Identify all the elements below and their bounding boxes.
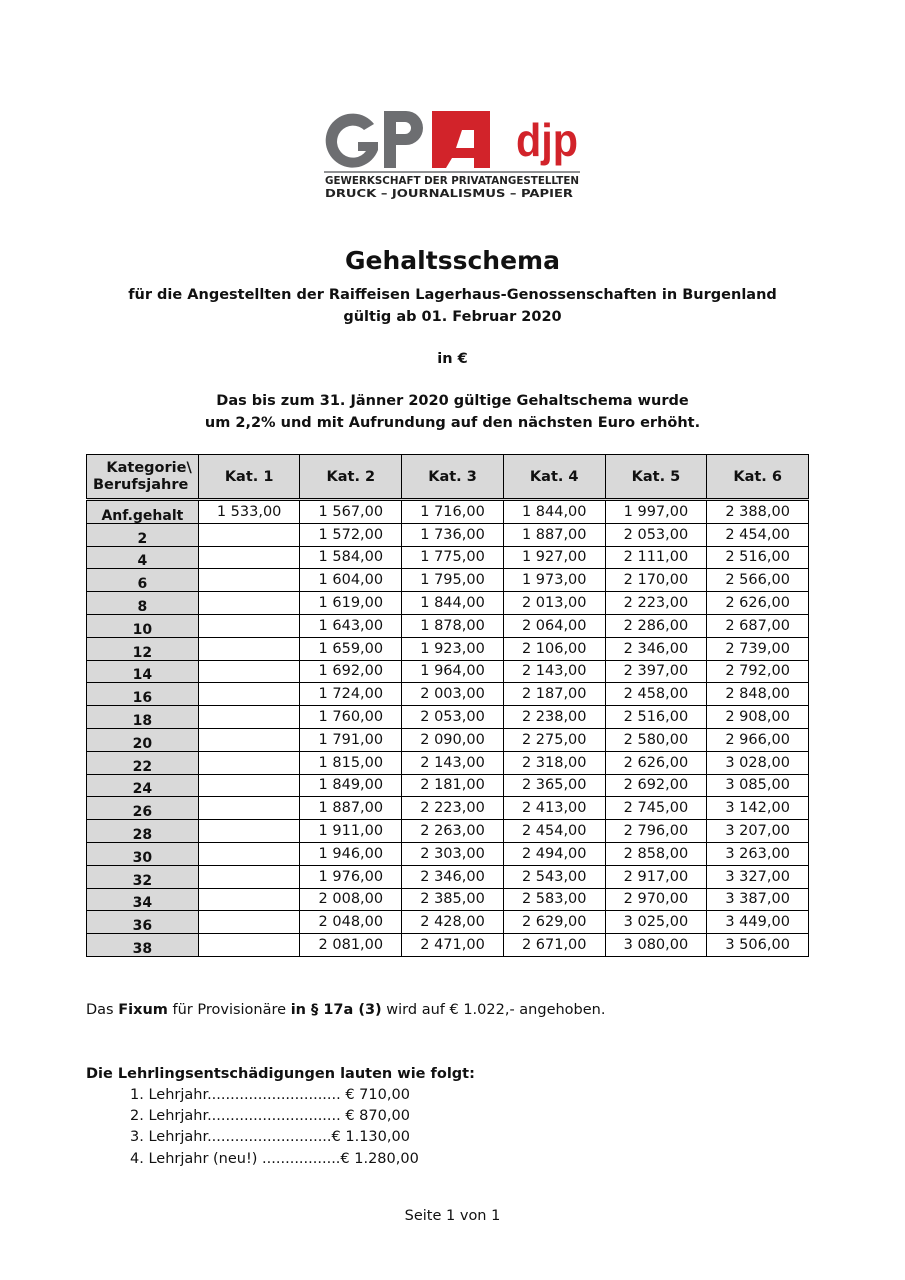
salary-cell: 1 724,00 bbox=[300, 683, 402, 706]
table-row bbox=[87, 728, 809, 751]
salary-cell: 2 318,00 bbox=[503, 751, 605, 774]
salary-cell: 2 626,00 bbox=[707, 592, 809, 615]
salary-cell bbox=[198, 569, 300, 592]
salary-cell: 2 008,00 bbox=[300, 888, 402, 911]
salary-cell: 2 187,00 bbox=[503, 683, 605, 706]
table-row bbox=[87, 637, 809, 660]
salary-cell: 2 966,00 bbox=[707, 728, 809, 751]
salary-cell: 1 567,00 bbox=[300, 500, 402, 524]
row-header: 36 bbox=[87, 911, 199, 934]
row-header: 8 bbox=[87, 592, 199, 615]
table-row bbox=[87, 592, 809, 615]
row-header: 14 bbox=[87, 660, 199, 683]
salary-cell bbox=[198, 797, 300, 820]
salary-cell: 1 887,00 bbox=[503, 523, 605, 546]
salary-cell: 2 106,00 bbox=[503, 637, 605, 660]
salary-cell: 1 584,00 bbox=[300, 546, 402, 569]
row-header: 10 bbox=[87, 614, 199, 637]
salary-cell: 2 413,00 bbox=[503, 797, 605, 820]
salary-cell: 1 659,00 bbox=[300, 637, 402, 660]
salary-cell: 1 923,00 bbox=[402, 637, 504, 660]
salary-cell: 2 858,00 bbox=[605, 842, 707, 865]
table-row bbox=[87, 569, 809, 592]
increase-note-line-1: Das bis zum 31. Jänner 2020 gültige Gehaltschema wurde bbox=[216, 393, 689, 409]
salary-cell bbox=[198, 546, 300, 569]
salary-cell: 2 275,00 bbox=[503, 728, 605, 751]
salary-cell: 2 580,00 bbox=[605, 728, 707, 751]
table-row bbox=[87, 934, 809, 957]
salary-cell bbox=[198, 683, 300, 706]
salary-cell: 2 346,00 bbox=[402, 865, 504, 888]
salary-cell: 2 238,00 bbox=[503, 706, 605, 729]
row-header: 30 bbox=[87, 842, 199, 865]
table-row bbox=[87, 683, 809, 706]
salary-cell: 3 207,00 bbox=[707, 820, 809, 843]
salary-cell bbox=[198, 820, 300, 843]
salary-cell: 3 142,00 bbox=[707, 797, 809, 820]
apprentice-item: 4. Lehrjahr (neu!) .................€ 1.280,00 bbox=[130, 1151, 419, 1167]
salary-cell: 2 626,00 bbox=[605, 751, 707, 774]
salary-cell: 1 815,00 bbox=[300, 751, 402, 774]
subtitle-employer: für die Angestellten der Raiffeisen Lagerhaus-Genossenschaften in Burgenland bbox=[128, 287, 777, 303]
apprentice-heading: Die Lehrlingsentschädigungen lauten wie folgt: bbox=[86, 1066, 475, 1082]
salary-cell bbox=[198, 706, 300, 729]
salary-cell bbox=[198, 774, 300, 797]
table-row bbox=[87, 911, 809, 934]
salary-cell: 2 671,00 bbox=[503, 934, 605, 957]
apprentice-item: 2. Lehrjahr............................. € 870,00 bbox=[130, 1108, 410, 1124]
salary-cell: 2 454,00 bbox=[707, 523, 809, 546]
row-header: 26 bbox=[87, 797, 199, 820]
salary-cell bbox=[198, 728, 300, 751]
salary-cell bbox=[198, 911, 300, 934]
table-row bbox=[87, 751, 809, 774]
apprentice-item: 3. Lehrjahr...........................€ 1.130,00 bbox=[130, 1129, 410, 1145]
salary-cell: 3 080,00 bbox=[605, 934, 707, 957]
salary-cell: 3 263,00 bbox=[707, 842, 809, 865]
table-row bbox=[87, 660, 809, 683]
salary-cell: 2 796,00 bbox=[605, 820, 707, 843]
salary-cell: 1 976,00 bbox=[300, 865, 402, 888]
salary-cell: 1 572,00 bbox=[300, 523, 402, 546]
salary-cell: 1 887,00 bbox=[300, 797, 402, 820]
salary-cell: 2 053,00 bbox=[605, 523, 707, 546]
table-row bbox=[87, 797, 809, 820]
salary-cell: 2 908,00 bbox=[707, 706, 809, 729]
salary-cell bbox=[198, 751, 300, 774]
salary-cell: 2 081,00 bbox=[300, 934, 402, 957]
table-row bbox=[87, 888, 809, 911]
table-row bbox=[87, 500, 809, 524]
salary-cell: 2 303,00 bbox=[402, 842, 504, 865]
salary-cell: 2 428,00 bbox=[402, 911, 504, 934]
salary-cell: 3 085,00 bbox=[707, 774, 809, 797]
salary-cell bbox=[198, 888, 300, 911]
gpa-djp-logo bbox=[322, 108, 584, 200]
salary-cell: 1 911,00 bbox=[300, 820, 402, 843]
salary-cell: 2 263,00 bbox=[402, 820, 504, 843]
column-header: Kat. 5 bbox=[605, 455, 707, 500]
salary-cell: 1 844,00 bbox=[402, 592, 504, 615]
salary-cell: 2 848,00 bbox=[707, 683, 809, 706]
salary-cell: 3 025,00 bbox=[605, 911, 707, 934]
corner-header bbox=[87, 455, 199, 500]
subtitle-valid-from: gültig ab 01. Februar 2020 bbox=[343, 309, 562, 325]
salary-cell: 1 619,00 bbox=[300, 592, 402, 615]
salary-cell: 2 286,00 bbox=[605, 614, 707, 637]
salary-cell: 2 792,00 bbox=[707, 660, 809, 683]
row-header: 16 bbox=[87, 683, 199, 706]
salary-cell: 2 454,00 bbox=[503, 820, 605, 843]
salary-cell: 2 458,00 bbox=[605, 683, 707, 706]
row-header: 38 bbox=[87, 934, 199, 957]
salary-cell: 2 143,00 bbox=[503, 660, 605, 683]
salary-cell: 1 716,00 bbox=[402, 500, 504, 524]
column-header: Kat. 6 bbox=[707, 455, 809, 500]
row-header: 4 bbox=[87, 546, 199, 569]
salary-cell: 2 629,00 bbox=[503, 911, 605, 934]
salary-cell: 2 111,00 bbox=[605, 546, 707, 569]
salary-cell bbox=[198, 842, 300, 865]
salary-cell: 2 471,00 bbox=[402, 934, 504, 957]
table-row bbox=[87, 865, 809, 888]
column-header: Kat. 2 bbox=[300, 455, 402, 500]
table-row bbox=[87, 774, 809, 797]
logo-graphic bbox=[322, 108, 584, 200]
apprentice-item: 1. Lehrjahr............................. € 710,00 bbox=[130, 1087, 410, 1103]
table-row bbox=[87, 523, 809, 546]
salary-cell: 2 739,00 bbox=[707, 637, 809, 660]
increase-note-line-2: um 2,2% und mit Aufrundung auf den nächsten Euro erhöht. bbox=[204, 415, 701, 431]
row-header: 24 bbox=[87, 774, 199, 797]
salary-cell bbox=[198, 865, 300, 888]
salary-cell: 2 365,00 bbox=[503, 774, 605, 797]
salary-cell: 2 064,00 bbox=[503, 614, 605, 637]
salary-cell: 1 997,00 bbox=[605, 500, 707, 524]
svg-text:DRUCK – JOURNALISMUS – PAPIER: DRUCK – JOURNALISMUS – PAPIER bbox=[325, 188, 573, 200]
salary-cell: 2 970,00 bbox=[605, 888, 707, 911]
row-header: 12 bbox=[87, 637, 199, 660]
salary-cell: 3 506,00 bbox=[707, 934, 809, 957]
row-header: Anf.gehalt bbox=[87, 500, 199, 524]
salary-cell: 1 964,00 bbox=[402, 660, 504, 683]
salary-cell: 1 533,00 bbox=[198, 500, 300, 524]
salary-cell: 2 170,00 bbox=[605, 569, 707, 592]
page-footer: Seite 1 von 1 bbox=[404, 1208, 501, 1224]
salary-cell bbox=[198, 934, 300, 957]
salary-cell: 2 917,00 bbox=[605, 865, 707, 888]
salary-cell bbox=[198, 660, 300, 683]
fixum-note: Das Fixum für Provisionäre in § 17a (3) wird auf € 1.022,- angehoben. bbox=[86, 1002, 606, 1018]
corner-header-category: Kategorie\ bbox=[106, 459, 192, 476]
row-header: 22 bbox=[87, 751, 199, 774]
salary-cell: 2 013,00 bbox=[503, 592, 605, 615]
salary-cell: 2 543,00 bbox=[503, 865, 605, 888]
row-header: 28 bbox=[87, 820, 199, 843]
row-header: 34 bbox=[87, 888, 199, 911]
salary-cell: 1 736,00 bbox=[402, 523, 504, 546]
salary-cell: 1 844,00 bbox=[503, 500, 605, 524]
salary-cell: 2 687,00 bbox=[707, 614, 809, 637]
row-header: 32 bbox=[87, 865, 199, 888]
salary-cell: 2 516,00 bbox=[707, 546, 809, 569]
salary-cell: 2 048,00 bbox=[300, 911, 402, 934]
table-row bbox=[87, 842, 809, 865]
page-title: Gehaltsschema bbox=[345, 246, 560, 275]
table-row bbox=[87, 706, 809, 729]
row-header: 6 bbox=[87, 569, 199, 592]
salary-cell: 2 388,00 bbox=[707, 500, 809, 524]
salary-cell: 3 449,00 bbox=[707, 911, 809, 934]
row-header: 20 bbox=[87, 728, 199, 751]
salary-cell: 3 028,00 bbox=[707, 751, 809, 774]
svg-text:GEWERKSCHAFT DER PRIVATANGESTE: GEWERKSCHAFT DER PRIVATANGESTELLTEN bbox=[325, 175, 579, 187]
salary-cell: 2 692,00 bbox=[605, 774, 707, 797]
row-header: 18 bbox=[87, 706, 199, 729]
salary-cell: 1 878,00 bbox=[402, 614, 504, 637]
salary-cell: 1 791,00 bbox=[300, 728, 402, 751]
row-header: 2 bbox=[87, 523, 199, 546]
column-header: Kat. 4 bbox=[503, 455, 605, 500]
table-row bbox=[87, 820, 809, 843]
salary-cell: 1 849,00 bbox=[300, 774, 402, 797]
salary-cell: 1 760,00 bbox=[300, 706, 402, 729]
salary-cell: 2 566,00 bbox=[707, 569, 809, 592]
salary-cell: 2 090,00 bbox=[402, 728, 504, 751]
salary-cell: 2 583,00 bbox=[503, 888, 605, 911]
salary-cell: 1 946,00 bbox=[300, 842, 402, 865]
column-header: Kat. 3 bbox=[402, 455, 504, 500]
salary-cell: 2 053,00 bbox=[402, 706, 504, 729]
salary-cell: 1 973,00 bbox=[503, 569, 605, 592]
salary-cell bbox=[198, 523, 300, 546]
salary-cell bbox=[198, 637, 300, 660]
salary-cell: 1 604,00 bbox=[300, 569, 402, 592]
salary-cell: 1 927,00 bbox=[503, 546, 605, 569]
salary-cell: 2 397,00 bbox=[605, 660, 707, 683]
salary-cell: 2 003,00 bbox=[402, 683, 504, 706]
salary-cell: 2 143,00 bbox=[402, 751, 504, 774]
salary-cell: 2 223,00 bbox=[402, 797, 504, 820]
table-row bbox=[87, 546, 809, 569]
svg-text:djp: djp bbox=[516, 114, 578, 166]
salary-cell: 2 745,00 bbox=[605, 797, 707, 820]
table-row bbox=[87, 614, 809, 637]
salary-cell: 1 775,00 bbox=[402, 546, 504, 569]
salary-cell: 2 181,00 bbox=[402, 774, 504, 797]
salary-cell: 1 795,00 bbox=[402, 569, 504, 592]
salary-cell: 2 346,00 bbox=[605, 637, 707, 660]
salary-cell: 1 643,00 bbox=[300, 614, 402, 637]
salary-cell: 2 516,00 bbox=[605, 706, 707, 729]
salary-cell: 2 385,00 bbox=[402, 888, 504, 911]
salary-cell bbox=[198, 614, 300, 637]
salary-cell: 3 387,00 bbox=[707, 888, 809, 911]
salary-cell bbox=[198, 592, 300, 615]
corner-header-years: Berufsjahre bbox=[93, 476, 189, 493]
currency-note: in € bbox=[437, 351, 468, 367]
salary-cell: 2 223,00 bbox=[605, 592, 707, 615]
table-header-row bbox=[87, 455, 809, 500]
salary-cell: 1 692,00 bbox=[300, 660, 402, 683]
salary-table bbox=[86, 454, 809, 957]
column-header: Kat. 1 bbox=[198, 455, 300, 500]
salary-cell: 3 327,00 bbox=[707, 865, 809, 888]
salary-cell: 2 494,00 bbox=[503, 842, 605, 865]
